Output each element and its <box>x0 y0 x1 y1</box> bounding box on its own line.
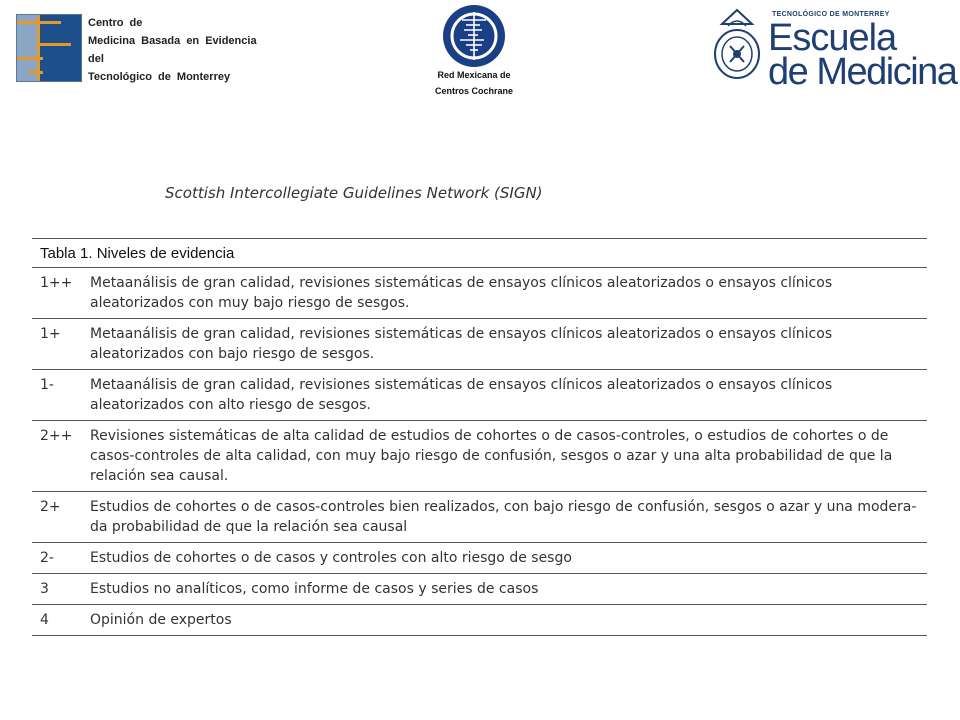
evidence-level: 2- <box>32 543 84 574</box>
table-row <box>32 370 927 421</box>
evidence-level: 1+ <box>32 319 84 370</box>
evidence-description: Metaanálisis de gran calidad, revisiones sistemáticas de ensayos clínicos aleatorizados o ensayos clínicos aleatorizados con bajo riesgo de sesgos. <box>84 319 927 370</box>
evidence-description: Revisiones sistemáticas de alta calidad de estudios de cohortes o de casos-controles, o estudios de cohortes o de casos-controles de alta calidad, con muy bajo riesgo de confusión, sesgos o azar y una alta probabilidad de que la relación sea causal. <box>84 421 927 492</box>
cmbe-line: Tecnológico de Monterrey <box>88 71 231 83</box>
evidence-description: Estudios no analíticos, como informe de casos y series de casos <box>84 574 927 605</box>
table-row <box>32 492 927 543</box>
table-row <box>32 574 927 605</box>
evidence-description: Metaanálisis de gran calidad, revisiones sistemáticas de ensayos clínicos aleatorizados o ensayos clínicos aleatorizados con alto riesgo de sesgos. <box>84 370 927 421</box>
cmbe-line: del <box>88 53 104 65</box>
evidence-level: 1- <box>32 370 84 421</box>
table-row <box>32 319 927 370</box>
cochrane-logo-icon <box>442 4 506 68</box>
evidence-description: Estudios de cohortes o de casos y controles con alto riesgo de sesgo <box>84 543 927 574</box>
table-caption: Tabla 1. Niveles de evidencia <box>32 238 927 268</box>
table-row <box>32 543 927 574</box>
escuela-name-line: de Medicina <box>768 51 957 93</box>
cmbe-line: Medicina Basada en Evidencia <box>88 35 257 47</box>
evidence-level: 2+ <box>32 492 84 543</box>
evidence-description: Opinión de expertos <box>84 605 927 636</box>
evidence-table <box>32 238 927 636</box>
escuela-seal-icon <box>708 6 766 84</box>
escuela-name-line: Escuela <box>768 17 897 59</box>
table-row <box>32 268 927 319</box>
evidence-level: 4 <box>32 605 84 636</box>
cochrane-line: Centros Cochrane <box>434 86 514 96</box>
evidence-level: 3 <box>32 574 84 605</box>
guideline-title: Scottish Intercollegiate Guidelines Network (SIGN) <box>165 184 543 202</box>
evidence-description: Estudios de cohortes o de casos-controles bien realizados, con bajo riesgo de confusión, sesgos o azar y una modera-da probabilidad de que la relación sea causal <box>84 492 927 543</box>
evidence-description: Metaanálisis de gran calidad, revisiones sistemáticas de ensayos clínicos aleatorizados o ensayos clínicos aleatorizados con muy bajo riesgo de sesgos. <box>84 268 927 319</box>
escuela-tec-label: TECNOLÓGICO DE MONTERREY <box>772 11 890 18</box>
cmbe-name <box>88 14 257 86</box>
evidence-level: 2++ <box>32 421 84 492</box>
evidence-level: 1++ <box>32 268 84 319</box>
cochrane-name <box>420 67 528 99</box>
table-row <box>32 421 927 492</box>
table-row <box>32 605 927 636</box>
cmbe-logo <box>16 14 82 82</box>
cmbe-line: Centro de <box>88 17 143 29</box>
cochrane-line: Red Mexicana de <box>437 70 511 80</box>
